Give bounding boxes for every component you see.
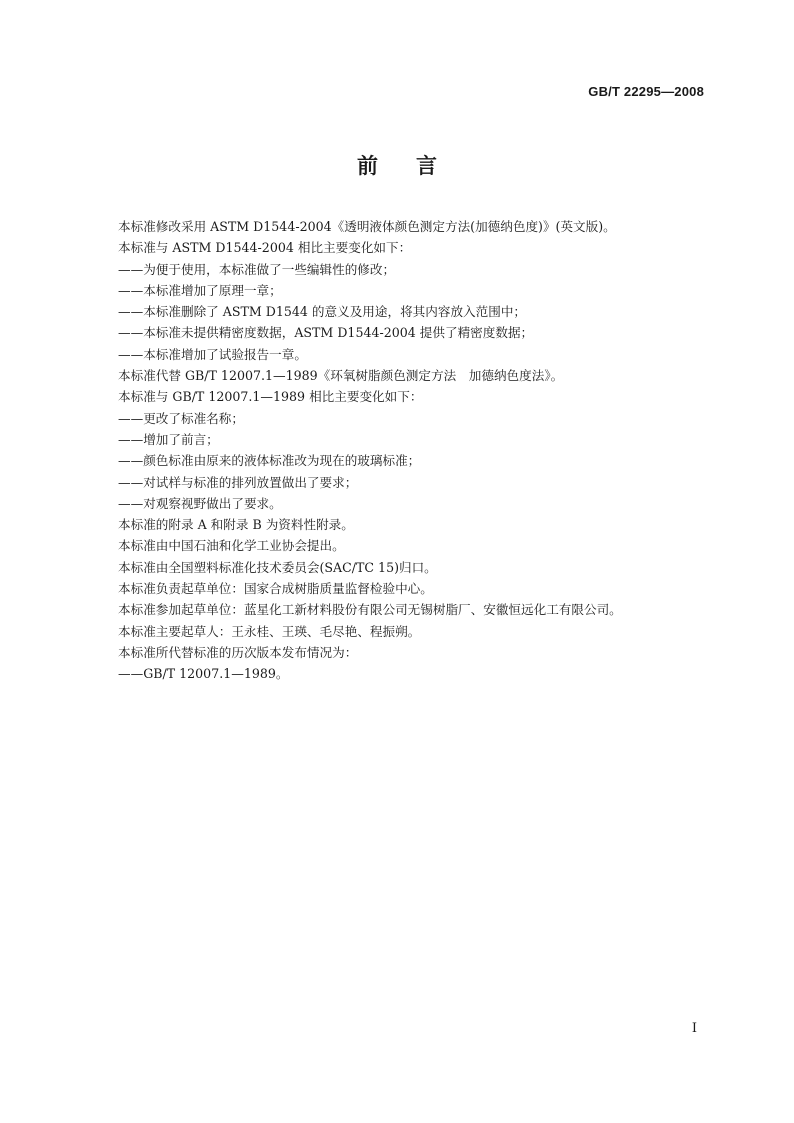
paragraph-line: 本标准代替 GB/T 12007.1—1989《环氧树脂颜色测定方法 加德纳色度法》。: [118, 368, 564, 384]
paragraph-line: 本标准主要起草人：王永桂、王瑛、毛尽艳、程振朔。: [118, 623, 421, 639]
paragraph-line: 本标准所代替标准的历次版本发布情况为：: [118, 644, 358, 660]
paragraph-line: 本标准参加起草单位：蓝星化工新材料股份有限公司无锡树脂厂、安徽恒远化工有限公司。: [118, 602, 622, 618]
list-item: ——更改了标准名称；: [118, 410, 244, 426]
paragraph-line: 本标准修改采用 ASTM D1544-2004《透明液体颜色测定方法(加德纳色度)》(英文版)。: [118, 219, 616, 234]
list-item: ——对试样与标准的排列放置做出了要求；: [118, 474, 358, 490]
list-item: ——增加了前言；: [118, 431, 219, 447]
paragraph-line: 本标准与 ASTM D1544-2004 相比主要变化如下：: [118, 240, 412, 256]
page-number: I: [691, 1021, 697, 1036]
list-item: ——本标准未提供精密度数据，ASTM D1544-2004 提供了精密度数据；: [118, 325, 534, 341]
list-item: ——GB/T 12007.1—1989。: [118, 666, 289, 682]
foreword-body: [118, 216, 698, 685]
paragraph-line: 本标准与 GB/T 12007.1—1989 相比主要变化如下：: [118, 389, 423, 405]
list-item: ——颜色标准由原来的液体标准改为现在的玻璃标准；: [118, 453, 421, 469]
list-item: ——本标准删除了 ASTM D1544 的意义及用途，将其内容放入范围中；: [118, 304, 527, 320]
paragraph-line: 本标准的附录 A 和附录 B 为资料性附录。: [118, 517, 354, 533]
list-item: ——本标准增加了原理一章；: [118, 282, 282, 298]
list-item: ——对观察视野做出了要求。: [118, 495, 282, 511]
paragraph-line: 本标准由中国石油和化学工业协会提出。: [118, 538, 345, 554]
page-title: 前言: [357, 154, 475, 178]
standard-code: GB/T 22295—2008: [588, 84, 704, 99]
paragraph-line: 本标准由全国塑料标准化技术委员会(SAC/TC 15)归口。: [118, 559, 437, 575]
paragraph-line: 本标准负责起草单位：国家合成树脂质量监督检验中心。: [118, 581, 433, 597]
list-item: ——为便于使用，本标准做了一些编辑性的修改；: [118, 261, 396, 277]
list-item: ——本标准增加了试验报告一章。: [118, 346, 307, 362]
